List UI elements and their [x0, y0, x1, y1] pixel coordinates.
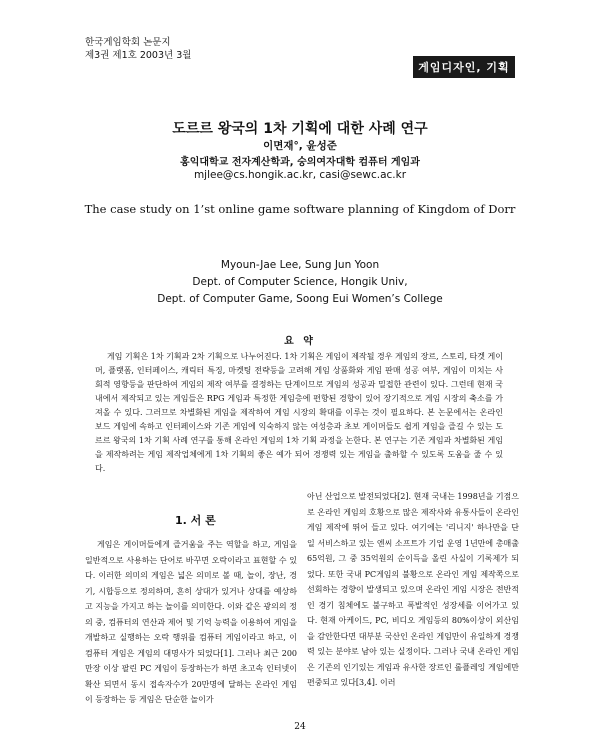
paper-title-ko: 도르르 왕국의 1차 기획에 대한 사례 연구	[172, 121, 428, 137]
page-number: 24	[294, 722, 306, 732]
abstract-heading: 요 약	[284, 336, 316, 347]
journal-issue: 제3권 제1호 2003년 3월	[85, 50, 192, 61]
journal-name: 한국게임학회 논문지	[85, 37, 171, 48]
affiliations-ko: 홍익대학교 전자계산학과, 숭의여자대학 컴퓨터 게임과	[180, 157, 420, 168]
authors-en: Myoun-Jae Lee, Sung Jun Yoon	[220, 259, 380, 271]
body-right-column: 아닌 산업으로 발전되었다[2]. 현재 국내는 1998년을 기점으로 온라인 게임의 호황으로 많은 제작사와 유통사들이 온라인 게임 제작에 뛰어 들고 있다. 여기에는 '리니지' 하나만을 단일 서비스하고 있는 엔씨 소프트가 기업 운영 1년만에 총매출 65억원, 그 중 35억원의 순이득을 올린 사실이 기록제가 되었다. 또한 국내 PC게임의 불황으로 온라인 게임 제작쪽으로 선회하는 경향이 발생되고 있으며 온라인 게임 시장은 전반적인 경기 침체에도 불구하고 폭발적인 성장세를 이어가고 있다. 현재 아케이드, PC, 비디오 게임등의 80%이상이 외산임을 감안한다면 대부분 국산인 온라인 게임만이 유일하게 경쟁력 있는 분야로 남아 있는 실정이다. 그러나 국내 온라인 게임은 기존의 인기있는 게임과 유사한 장르인 롤플레잉 게임에만 편중되고 있다[3,4]. 이러	[307, 492, 519, 687]
journal-info	[85, 36, 191, 62]
authors-ko: 이면재°, 윤성준	[263, 140, 337, 152]
author-emails: mjlee@cs.hongik.ac.kr, casi@sewc.ac.kr	[193, 169, 407, 181]
abstract-text: 게임 기획은 1차 기획과 2차 기획으로 나누어진다. 1차 기획은 게임이 제작될 경우 게임의 장르, 스토리, 타겟 게이머, 플랫폼, 인터페이스, 캐릭터 특징, 마켓팅 전략등을 고려해 게임 상품화와 게임 판매 성공 여부, 게임이 미치는 사회적 영향등을 판단하여 게임의 제작 여부를 결정하는 단계이므로 게임의 성공과 밀접한 관련이 있다. 그런데 현재 국내에서 제작되고 있는 게임들은 RPG 게임과 특정한 게임층에 편향된 경향이 있어 장기적으로 게임 시장의 축소를 가져올 수 있다. 그러므로 차별화된 게임을 제작하여 게임 시장의 확대를 이루는 것이 필요하다. 본 논문에서는 온라인 보드 게임에 속하고 인터페이스와 기존 게임에 익숙하지 않는 여성층과 초보 게이머들도 쉽게 게임을 즐길 수 있는 도르르 왕국의 1차 기획 사례 연구를 통해 온라인 게임의 1차 기획 과정을 논한다. 본 연구는 기존 게임과 차별화된 게임을 제작하려는 게임 제작업체에게 1차 기획의 좋은 예가 되어 경쟁력 있는 게임을 출하할 수 있도록 도움을 줄 수 있다.	[95, 352, 503, 473]
category-badge: 게임디자인, 기획	[413, 56, 515, 78]
paper-title-en: The case study on 1’st online game software planning of Kingdom of Dorr	[84, 202, 516, 216]
section-heading: 1. 서 론	[175, 514, 216, 527]
body-left-column: 게임은 게이머들에게 즐거움을 주는 역할을 하고, 게임을 일반적으로 사용하는 단어로 바꾸면 오락이라고 표현할 수 있다. 이러한 의미의 게임은 넓은 의미로 볼 때, 놀이, 장난, 경기, 시합등으로 정의하며, 흔히 상대가 있거나 상대를 예상하고 지능을 가지고 하는 놀이를 의미한다. 이와 같은 광의의 정의 중, 컴퓨터의 연산과 제어 및 기억 능력을 이용하여 게임을 개발하고 실행하는 오락 행위를 컴퓨터 게임이라고 하고, 이 컴퓨터 게임은 게임의 대명사가 되었다[1]. 그러나 최근 200만장 이상 팔린 PC 게임이 등장하는가 하면 초고속 인터넷이 확산 되면서 동시 접속자수가 20만명에 달하는 온라인 게임이 등장하는 등 게임은 단순한 놀이가	[85, 540, 297, 704]
affiliation-en-2: Dept. of Computer Game, Soong Eui Women’s College	[157, 293, 443, 305]
affiliation-en-1: Dept. of Computer Science, Hongik Univ,	[192, 276, 408, 288]
